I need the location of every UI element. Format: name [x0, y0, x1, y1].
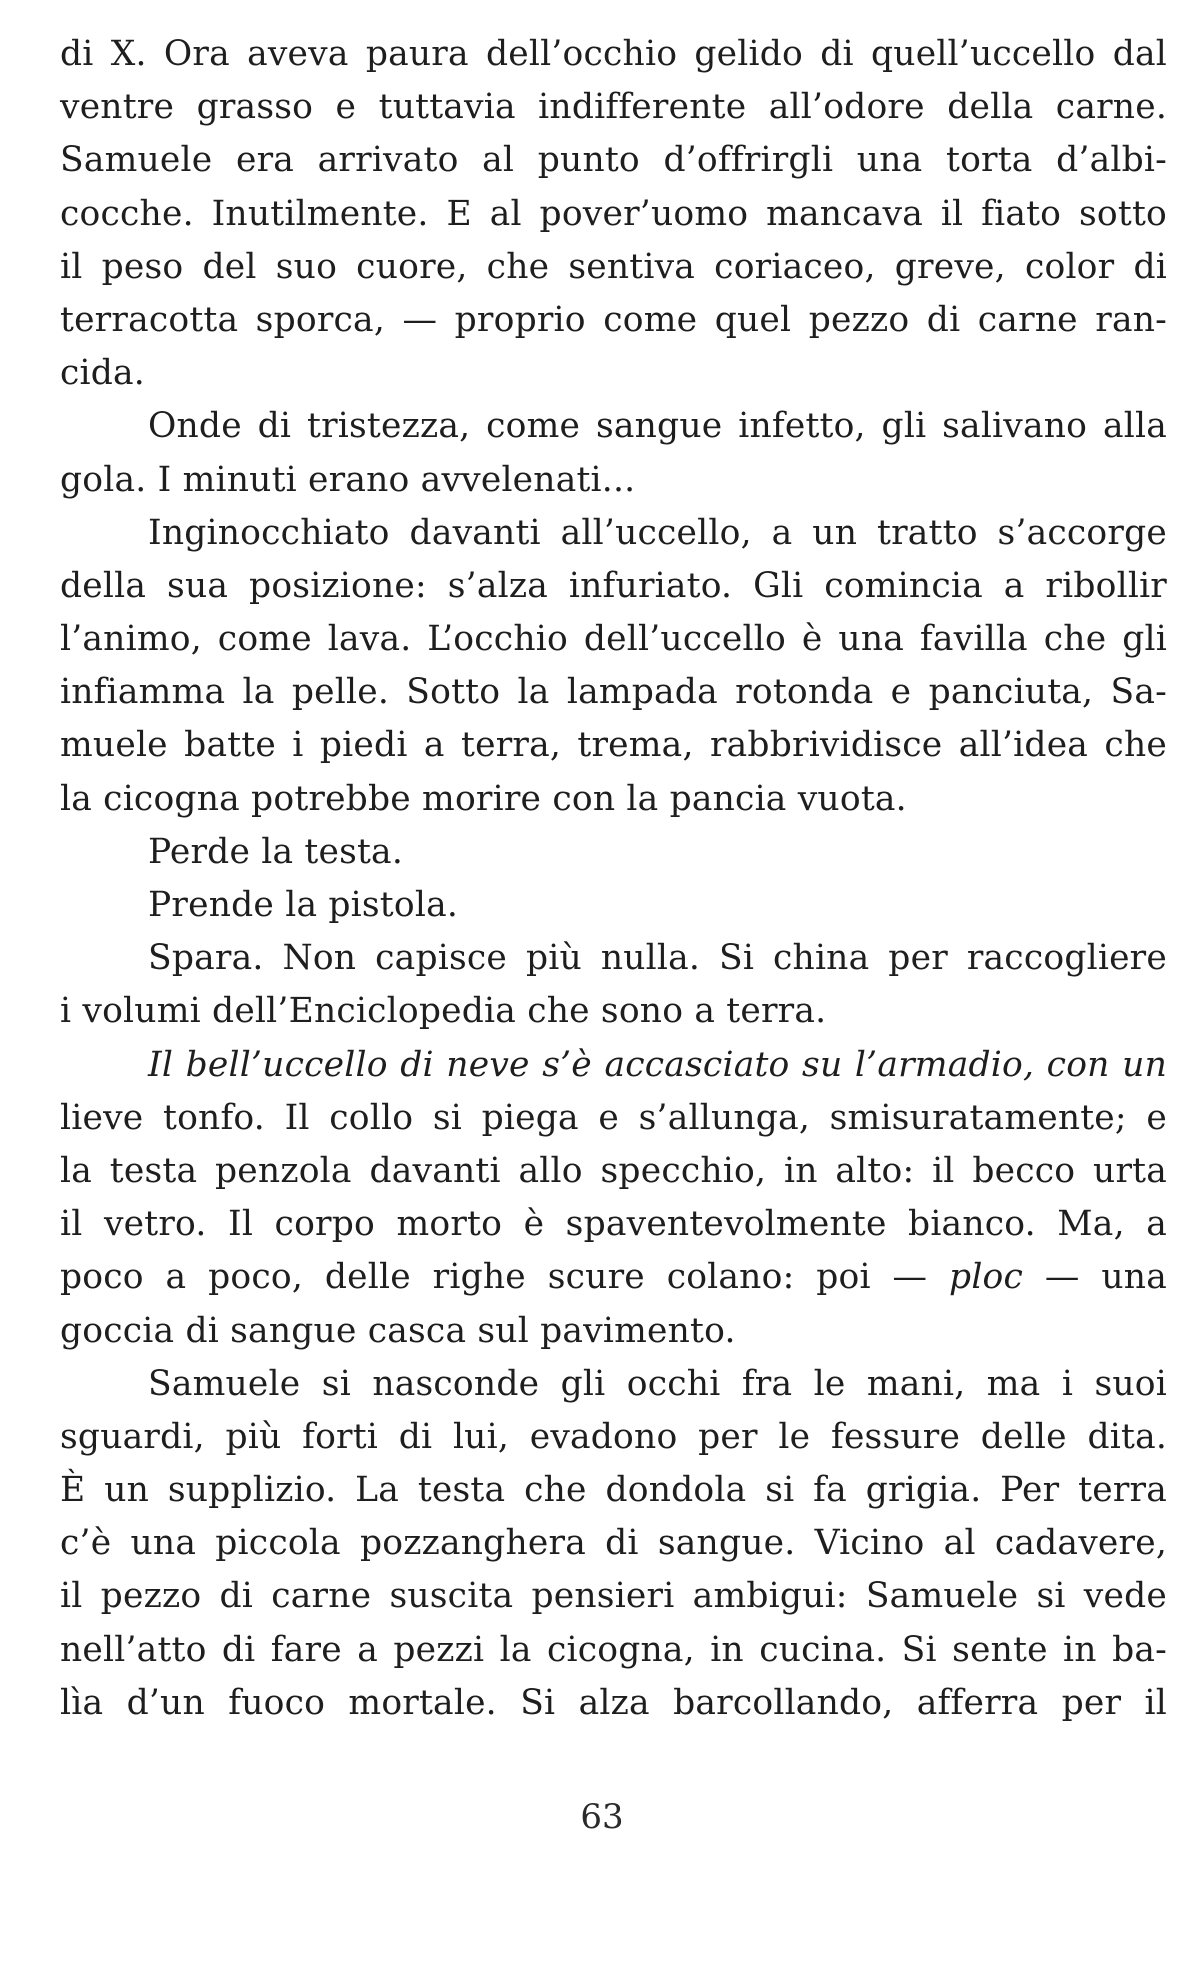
text-line: della sua posizione: s’alza infuriato. Gli comincia a ribollir [60, 565, 1167, 606]
text-line: la testa penzola davanti allo specchio, in alto: il becco urta [60, 1150, 1167, 1191]
text-line: goccia di sangue casca sul pavimento. [60, 1310, 736, 1351]
text-line: muele batte i piedi a terra, trema, rabbrividisce all’idea che [60, 725, 1167, 766]
text-line: il vetro. Il corpo morto è spaventevolmente bianco. Ma, a [60, 1204, 1167, 1245]
dash: — [892, 1257, 928, 1298]
text-line: gola. I minuti erano avvelenati... [60, 459, 636, 500]
line-start: poco a poco, delle righe scure colano: poi [60, 1257, 871, 1298]
text-line: la cicogna potrebbe morire con la pancia vuota. [60, 778, 907, 819]
text-line-with-ploc [60, 1251, 1167, 1304]
text-line: ventre grasso e tuttavia indifferente all’odore della carne. [60, 87, 1167, 128]
text-line: terracotta sporca, — proprio come quel pezzo di carne ran- [60, 299, 1167, 340]
text-line: il pezzo di carne suscita pensieri ambigui: Samuele si vede [60, 1576, 1167, 1617]
text-line: infiamma la pelle. Sotto la lampada rotonda e panciuta, Sa- [60, 672, 1167, 713]
body-text [60, 28, 1167, 1730]
italic-paragraph-start-line: Il bell’uccello di neve s’è accasciato su l’armadio, con un [148, 1044, 1167, 1085]
paragraph-start-line: Samuele si nasconde gli occhi fra le mani, ma i suoi [148, 1363, 1167, 1404]
line-end: una [1101, 1257, 1167, 1298]
text-line: Samuele era arrivato al punto d’offrirgli una torta d’albi- [60, 140, 1167, 181]
text-line: È un supplizio. La testa che dondola si fa grigia. Per terra [60, 1470, 1167, 1511]
text-line: lieve tonfo. Il collo si piega e s’allunga, smisuratamente; e [60, 1097, 1167, 1138]
paragraph-start-line: Inginocchiato davanti all’uccello, a un tratto s’accorge [148, 512, 1167, 553]
paragraph-start-line: Spara. Non capisce più nulla. Si china per raccogliere [148, 938, 1167, 979]
paragraph-start-line: Perde la testa. [148, 831, 403, 872]
text-line: sguardi, più forti di lui, evadono per le fessure delle dita. [60, 1416, 1167, 1457]
text-line: i volumi dell’Enciclopedia che sono a terra. [60, 991, 827, 1032]
text-line: lìa d’un fuoco mortale. Si alza barcollando, afferra per il [60, 1682, 1167, 1723]
ploc-word: ploc [949, 1257, 1024, 1298]
dash: — [1044, 1257, 1080, 1298]
paragraph-start-line: Onde di tristezza, come sangue infetto, gli salivano alla [148, 406, 1167, 447]
page-number: 63 [580, 1797, 624, 1837]
text-line: c’è una piccola pozzanghera di sangue. Vicino al cadavere, [60, 1523, 1167, 1564]
text-line: il peso del suo cuore, che sentiva coriaceo, greve, color di [60, 246, 1167, 287]
text-line: cida. [60, 353, 145, 394]
text-line: nell’atto di fare a pezzi la cicogna, in cucina. Si sente in ba- [60, 1629, 1167, 1670]
text-line: di X. Ora aveva paura dell’occhio gelido di quell’uccello dal [60, 34, 1167, 74]
text-line: l’animo, come lava. L’occhio dell’uccello è una favilla che gli [60, 619, 1167, 660]
paragraph-start-line: Prende la pistola. [148, 885, 459, 925]
text-line: cocche. Inutilmente. E al pover’uomo mancava il fiato sotto [60, 193, 1167, 234]
